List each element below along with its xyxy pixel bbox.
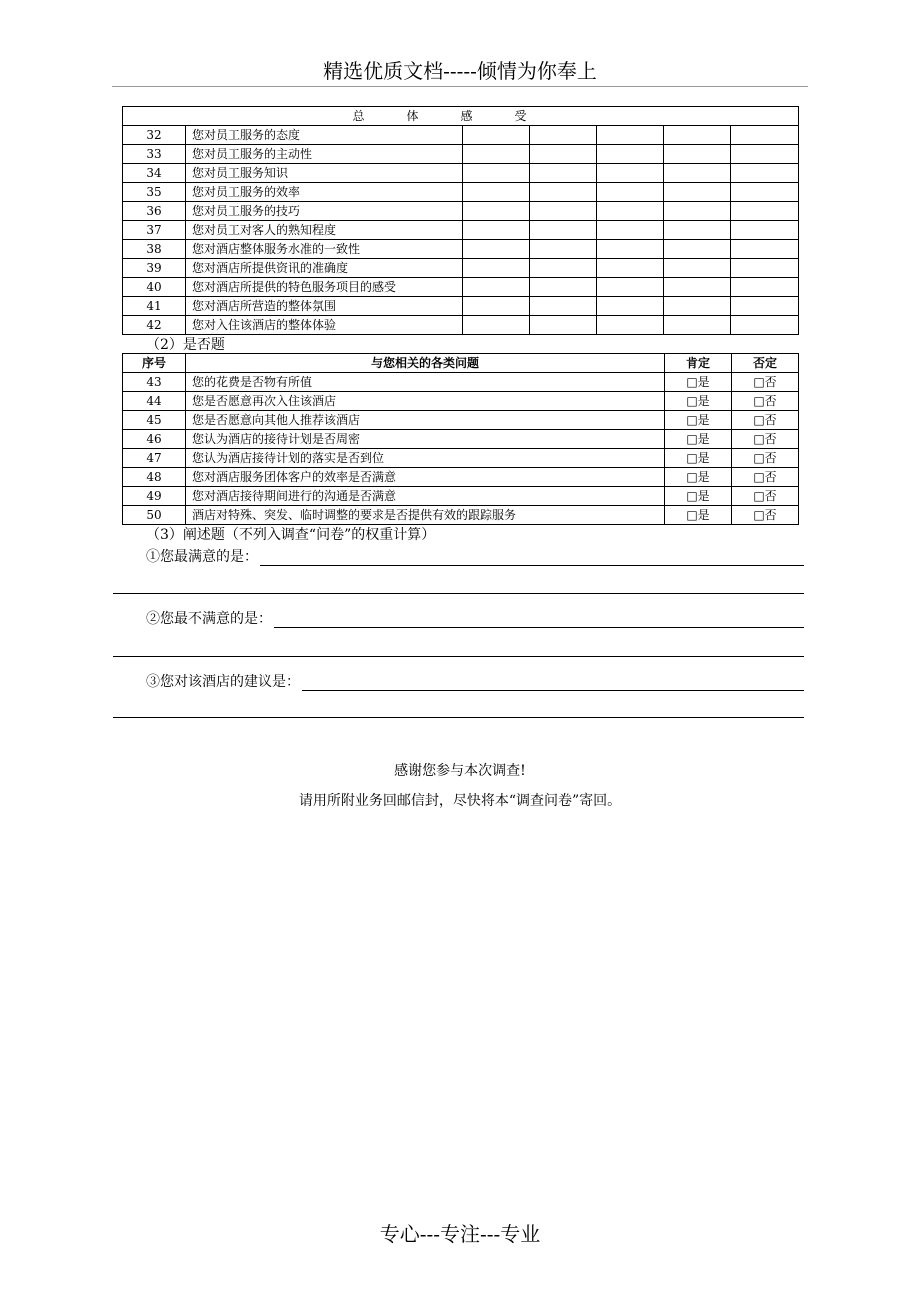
yes-no-row xyxy=(123,373,799,392)
rating-cell-5[interactable] xyxy=(731,278,799,297)
yes-no-caption: （2）是否题 xyxy=(146,337,225,353)
rating-cell-1[interactable] xyxy=(463,259,530,278)
yes-no-row xyxy=(123,506,799,525)
essay-question-2-label: ②您最不满意的是： xyxy=(146,611,272,627)
no-checkbox[interactable]: □否 xyxy=(732,430,799,449)
rating-cell-4[interactable] xyxy=(664,297,731,316)
rating-row-question: 您对员工服务的效率 xyxy=(186,183,463,202)
header-no: 否定 xyxy=(732,354,799,373)
rating-row-question: 您对酒店整体服务水准的一致性 xyxy=(186,240,463,259)
essay-caption: （3）阐述题（不列入调查“问卷”的权重计算） xyxy=(146,527,436,543)
yes-no-row xyxy=(123,487,799,506)
rating-row-number: 37 xyxy=(123,221,186,240)
yes-checkbox[interactable]: □是 xyxy=(665,506,732,525)
rating-row xyxy=(123,221,799,240)
rating-row xyxy=(123,316,799,335)
yes-no-row xyxy=(123,430,799,449)
rating-row-number: 34 xyxy=(123,164,186,183)
yes-no-row-number: 50 xyxy=(123,506,186,525)
rating-section-heading: 总体感受 xyxy=(123,107,799,126)
rating-row xyxy=(123,164,799,183)
rating-cell-1[interactable] xyxy=(463,297,530,316)
thanks-message: 感谢您参与本次调查! xyxy=(394,763,526,779)
rating-row-question: 您对员工对客人的熟知程度 xyxy=(186,221,463,240)
rating-cell-2[interactable] xyxy=(530,297,597,316)
rating-cell-5[interactable] xyxy=(731,316,799,335)
page-footer-title: 专心---专注---专业 xyxy=(379,1222,541,1246)
yes-no-row xyxy=(123,392,799,411)
rating-cell-5[interactable] xyxy=(731,145,799,164)
rating-cell-5[interactable] xyxy=(731,183,799,202)
rating-cell-1[interactable] xyxy=(463,278,530,297)
no-checkbox[interactable]: □否 xyxy=(732,373,799,392)
yes-checkbox[interactable]: □是 xyxy=(665,468,732,487)
yes-no-header-row xyxy=(123,354,799,373)
rating-row xyxy=(123,240,799,259)
rating-cell-4[interactable] xyxy=(664,278,731,297)
yes-no-row-number: 48 xyxy=(123,468,186,487)
yes-no-row-number: 47 xyxy=(123,449,186,468)
yes-checkbox[interactable]: □是 xyxy=(665,411,732,430)
rating-row-number: 42 xyxy=(123,316,186,335)
rating-cell-4[interactable] xyxy=(664,126,731,145)
yes-no-row-question: 您对酒店接待期间进行的沟通是否满意 xyxy=(186,487,665,506)
return-instruction: 请用所附业务回邮信封，尽快将本“调查问卷”寄回。 xyxy=(298,793,622,809)
yes-no-row-number: 44 xyxy=(123,392,186,411)
rating-row xyxy=(123,145,799,164)
header-divider xyxy=(112,86,808,87)
essay-answer-3-line-2[interactable] xyxy=(113,717,804,718)
rating-cell-5[interactable] xyxy=(731,259,799,278)
rating-cell-3[interactable] xyxy=(597,202,664,221)
rating-row-number: 36 xyxy=(123,202,186,221)
header-serial: 序号 xyxy=(123,354,186,373)
yes-no-row-question: 您认为酒店接待计划的落实是否到位 xyxy=(186,449,665,468)
no-checkbox[interactable]: □否 xyxy=(732,411,799,430)
rating-cell-5[interactable] xyxy=(731,221,799,240)
yes-no-row-number: 45 xyxy=(123,411,186,430)
rating-row-question: 您对酒店所营造的整体氛围 xyxy=(186,297,463,316)
rating-row xyxy=(123,259,799,278)
rating-cell-4[interactable] xyxy=(664,316,731,335)
essay-question-3-label: ③您对该酒店的建议是： xyxy=(146,674,300,690)
rating-cell-2[interactable] xyxy=(530,164,597,183)
no-checkbox[interactable]: □否 xyxy=(732,392,799,411)
rating-row xyxy=(123,297,799,316)
rating-row-question: 您对员工服务的技巧 xyxy=(186,202,463,221)
rating-cell-1[interactable] xyxy=(463,145,530,164)
rating-row-number: 41 xyxy=(123,297,186,316)
rating-cell-4[interactable] xyxy=(664,202,731,221)
rating-row-question: 您对入住该酒店的整体体验 xyxy=(186,316,463,335)
yes-no-row-number: 46 xyxy=(123,430,186,449)
yes-checkbox[interactable]: □是 xyxy=(665,449,732,468)
rating-cell-1[interactable] xyxy=(463,240,530,259)
rating-row xyxy=(123,126,799,145)
rating-cell-2[interactable] xyxy=(530,183,597,202)
rating-cell-4[interactable] xyxy=(664,183,731,202)
rating-cell-5[interactable] xyxy=(731,164,799,183)
rating-cell-1[interactable] xyxy=(463,183,530,202)
yes-checkbox[interactable]: □是 xyxy=(665,430,732,449)
yes-no-table xyxy=(122,353,799,525)
yes-no-row-question: 您是否愿意再次入住该酒店 xyxy=(186,392,665,411)
yes-checkbox[interactable]: □是 xyxy=(665,392,732,411)
rating-cell-5[interactable] xyxy=(731,240,799,259)
rating-row xyxy=(123,278,799,297)
yes-checkbox[interactable]: □是 xyxy=(665,373,732,392)
yes-no-row-question: 您认为酒店的接待计划是否周密 xyxy=(186,430,665,449)
rating-cell-1[interactable] xyxy=(463,221,530,240)
rating-cell-3[interactable] xyxy=(597,240,664,259)
rating-cell-2[interactable] xyxy=(530,240,597,259)
rating-row-question: 您对酒店所提供资讯的准确度 xyxy=(186,259,463,278)
rating-cell-3[interactable] xyxy=(597,126,664,145)
yes-no-row xyxy=(123,468,799,487)
yes-no-row-number: 43 xyxy=(123,373,186,392)
yes-no-row-question: 您是否愿意向其他人推荐该酒店 xyxy=(186,411,665,430)
no-checkbox[interactable]: □否 xyxy=(732,449,799,468)
yes-no-row-question: 您的花费是否物有所值 xyxy=(186,373,665,392)
essay-answer-1-line-2[interactable] xyxy=(113,593,804,594)
rating-section-heading-row xyxy=(123,107,799,126)
rating-cell-4[interactable] xyxy=(664,240,731,259)
rating-cell-1[interactable] xyxy=(463,164,530,183)
rating-row-number: 39 xyxy=(123,259,186,278)
rating-cell-3[interactable] xyxy=(597,297,664,316)
rating-row xyxy=(123,202,799,221)
rating-cell-5[interactable] xyxy=(731,297,799,316)
yes-no-row-question: 您对酒店服务团体客户的效率是否满意 xyxy=(186,468,665,487)
rating-table xyxy=(122,106,799,335)
rating-cell-2[interactable] xyxy=(530,221,597,240)
essay-question-1 xyxy=(146,546,804,566)
rating-cell-3[interactable] xyxy=(597,259,664,278)
rating-cell-2[interactable] xyxy=(530,202,597,221)
yes-no-row-number: 49 xyxy=(123,487,186,506)
rating-cell-5[interactable] xyxy=(731,126,799,145)
yes-checkbox[interactable]: □是 xyxy=(665,487,732,506)
rating-cell-3[interactable] xyxy=(597,183,664,202)
rating-row-question: 您对员工服务的主动性 xyxy=(186,145,463,164)
rating-cell-2[interactable] xyxy=(530,259,597,278)
rating-cell-3[interactable] xyxy=(597,316,664,335)
essay-answer-3-line[interactable] xyxy=(302,676,804,691)
header-question: 与您相关的各类问题 xyxy=(186,354,665,373)
page-header-title: 精选优质文档-----倾情为你奉上 xyxy=(323,59,597,83)
rating-cell-4[interactable] xyxy=(664,164,731,183)
rating-cell-4[interactable] xyxy=(664,221,731,240)
rating-row-question: 您对员工服务的态度 xyxy=(186,126,463,145)
essay-answer-2-line[interactable] xyxy=(274,613,804,628)
rating-cell-1[interactable] xyxy=(463,126,530,145)
rating-cell-2[interactable] xyxy=(530,316,597,335)
rating-cell-4[interactable] xyxy=(664,145,731,164)
rating-row xyxy=(123,183,799,202)
rating-cell-3[interactable] xyxy=(597,145,664,164)
rating-row-number: 35 xyxy=(123,183,186,202)
yes-no-row xyxy=(123,449,799,468)
no-checkbox[interactable]: □否 xyxy=(732,468,799,487)
essay-question-2 xyxy=(146,608,804,628)
rating-row-question: 您对员工服务知识 xyxy=(186,164,463,183)
rating-cell-1[interactable] xyxy=(463,202,530,221)
rating-cell-5[interactable] xyxy=(731,202,799,221)
no-checkbox[interactable]: □否 xyxy=(732,487,799,506)
rating-row-number: 38 xyxy=(123,240,186,259)
essay-question-1-label: ①您最满意的是： xyxy=(146,549,258,565)
yes-no-row xyxy=(123,411,799,430)
header-yes: 肯定 xyxy=(665,354,732,373)
rating-cell-2[interactable] xyxy=(530,126,597,145)
rating-row-question: 您对酒店所提供的特色服务项目的感受 xyxy=(186,278,463,297)
rating-cell-4[interactable] xyxy=(664,259,731,278)
essay-answer-1-line[interactable] xyxy=(260,551,804,566)
yes-no-row-question: 酒店对特殊、突发、临时调整的要求是否提供有效的跟踪服务 xyxy=(186,506,665,525)
rating-row-number: 32 xyxy=(123,126,186,145)
rating-cell-1[interactable] xyxy=(463,316,530,335)
no-checkbox[interactable]: □否 xyxy=(732,506,799,525)
essay-answer-2-line-2[interactable] xyxy=(113,656,804,657)
rating-cell-2[interactable] xyxy=(530,278,597,297)
essay-question-3 xyxy=(146,671,804,691)
rating-cell-3[interactable] xyxy=(597,164,664,183)
rating-cell-3[interactable] xyxy=(597,278,664,297)
rating-row-number: 40 xyxy=(123,278,186,297)
rating-cell-3[interactable] xyxy=(597,221,664,240)
rating-cell-2[interactable] xyxy=(530,145,597,164)
rating-row-number: 33 xyxy=(123,145,186,164)
